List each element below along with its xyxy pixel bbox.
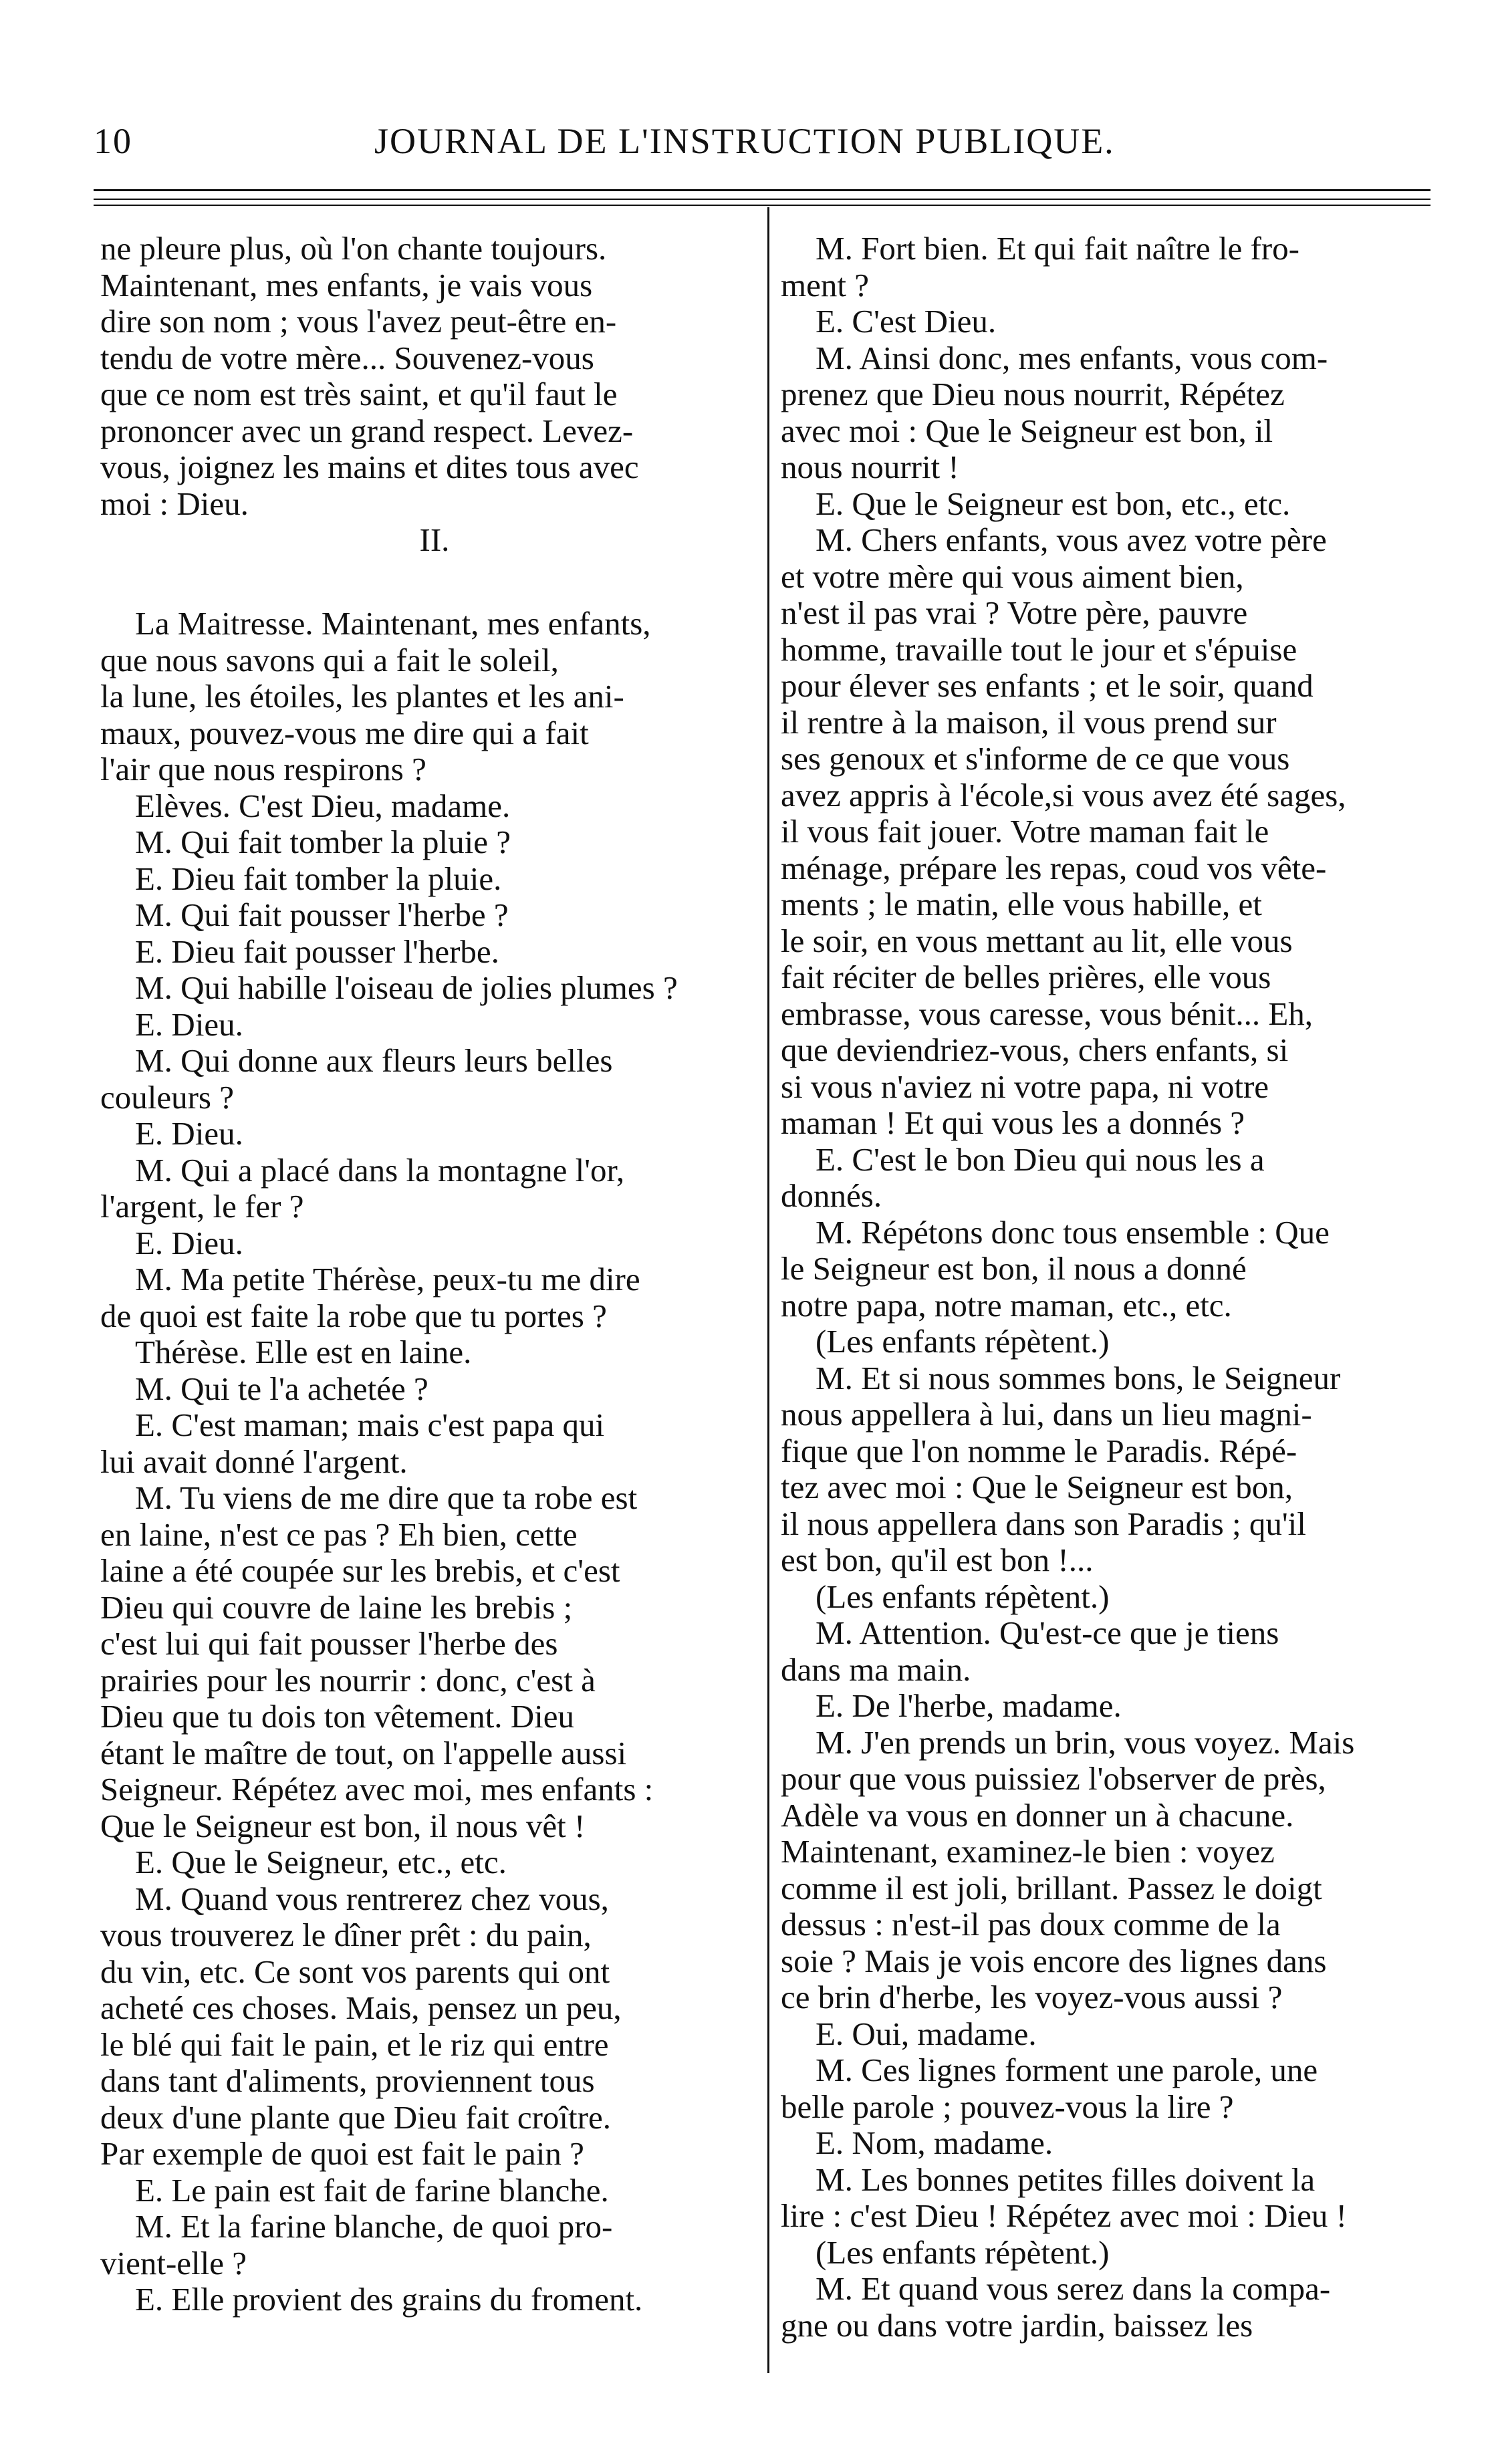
spacer [100,595,769,606]
text-line: il rentre à la maison, il vous prend sur [781,703,1277,741]
text-line: homme, travaille tout le jour et s'épuise [781,630,1297,668]
text-line: M. Fort bien. Et qui fait naître le fro- [816,230,1299,267]
text-line: M. Et la farine blanche, de quoi pro- [135,2208,613,2245]
text-line: il vous fait jouer. Votre maman fait le [781,813,1269,850]
text-line: ments ; le matin, elle vous habille, et [781,886,1262,922]
text-line: prenez que Dieu nous nourrit, Répétez [781,376,1285,412]
text-line: M. Attention. Qu'est-ce que je tiens [816,1614,1279,1651]
text-line: M. Qui fait pousser l'herbe ? [135,896,509,933]
text-line: M. Qui te l'a achetée ? [135,1370,428,1407]
text-line: E. Que le Seigneur est bon, etc., etc. [816,485,1291,522]
text-line: il nous appellera dans son Paradis ; qu'il [781,1505,1306,1542]
page-number: 10 [94,121,132,161]
text-line: M. Qui a placé dans la montagne l'or, [135,1151,625,1189]
text-line: Par exemple de quoi est fait le pain ? [100,2135,584,2172]
text-line: M. Ainsi donc, mes enfants, vous com- [816,339,1328,376]
text-line: Dieu qui couvre de laine les brebis ; [100,1588,573,1626]
text-line: ment ? [781,266,869,303]
text-line: et votre mère qui vous aiment bien, [781,558,1244,595]
text-line: Que le Seigneur est bon, il nous vêt ! [100,1807,586,1844]
text-line: M. Et quand vous serez dans la compa- [816,2270,1331,2307]
text-line: donnés. [781,1177,882,1214]
text-line: maman ! Et qui vous les a donnés ? [781,1104,1245,1141]
text-line: moi : Dieu. [100,485,249,522]
journal-title: JOURNAL DE L'INSTRUCTION PUBLIQUE. [374,121,1115,161]
text-line: du vin, etc. Ce sont vos parents qui ont [100,1953,610,1990]
text-line: E. C'est le bon Dieu qui nous les a [816,1140,1265,1178]
text-line: M. Ces lignes forment une parole, une [816,2052,1318,2088]
text-line: E. Dieu. [135,1224,243,1261]
text-line: que deviendriez-vous, chers enfants, si [781,1031,1289,1068]
section-heading: II. [419,521,450,558]
text-line: vous trouverez le dîner prêt : du pain, [100,1917,592,1953]
text-line: M. Quand vous rentrerez chez vous, [135,1880,609,1917]
text-line: n'est il pas vrai ? Votre père, pauvre [781,594,1248,631]
text-line: prononcer avec un grand respect. Levez- [100,412,634,449]
text-line: ce brin d'herbe, les voyez-vous aussi ? [781,1979,1283,2015]
text-line: l'air que nous respirons ? [100,751,426,787]
text-line: Maintenant, mes enfants, je vais vous [100,266,593,303]
text-line: avec moi : Que le Seigneur est bon, il [781,412,1273,449]
text-line: deux d'une plante que Dieu fait croître. [100,2098,611,2136]
text-line: prairies pour les nourrir : donc, c'est à [100,1661,596,1699]
text-line: notre papa, notre maman, etc., etc. [781,1286,1232,1324]
text-line: pour élever ses enfants ; et le soir, quand [781,667,1314,704]
text-line: Thérèse. Elle est en laine. [135,1334,472,1370]
text-line: soie ? Mais je vois encore des lignes dans [781,1942,1327,1979]
text-line: si vous n'aviez ni votre papa, ni votre [781,1068,1269,1105]
text-line: E. Dieu fait tomber la pluie. [135,860,502,897]
text-line: (Les enfants répètent.) [816,1578,1110,1615]
text-line: embrasse, vous caresse, vous bénit... Eh, [781,995,1314,1032]
left-column [100,231,769,2318]
text-line: couleurs ? [100,1078,234,1116]
text-line: ménage, prépare les repas, coud vos vête- [781,849,1327,886]
text-line: Dieu que tu dois ton vêtement. Dieu [100,1698,574,1735]
text-line: que ce nom est très saint, et qu'il faut le [100,376,618,412]
text-line: acheté ces choses. Mais, pensez un peu, [100,1989,622,2026]
text-line: Seigneur. Répétez avec moi, mes enfants : [100,1771,654,1808]
text-line: tez avec moi : Que le Seigneur est bon, [781,1469,1293,1505]
header-rule [94,199,1431,200]
text-line: en laine, n'est ce pas ? Eh bien, cette [100,1515,578,1553]
text-line: laine a été coupée sur les brebis, et c'est [100,1552,620,1589]
text-line: c'est lui qui fait pousser l'herbe des [100,1625,558,1662]
text-line: dessus : n'est-il pas doux comme de la [781,1906,1281,1943]
text-line: dans tant d'aliments, proviennent tous [100,2062,595,2099]
text-line: de quoi est faite la robe que tu portes ? [100,1297,607,1334]
text-line: pour que vous puissiez l'observer de près, [781,1760,1326,1797]
text-line: nous appellera à lui, dans un lieu magni- [781,1396,1312,1433]
text-line: M. Qui habille l'oiseau de jolies plumes ? [135,969,678,1006]
text-line: E. C'est maman; mais c'est papa qui [135,1406,605,1443]
text-line: Maintenant, examinez-le bien : voyez [781,1833,1275,1870]
header-rule [94,205,1431,206]
text-line: que nous savons qui a fait le soleil, [100,641,559,679]
header-rule [94,189,1431,191]
text-line: E. Oui, madame. [816,2015,1037,2052]
text-line: la lune, les étoiles, les plantes et les ani- [100,678,624,715]
text-line: le soir, en vous mettant au lit, elle vous [781,922,1293,959]
text-line: M. Tu viens de me dire que ta robe est [135,1479,638,1516]
text-line: E. Dieu. [135,1115,243,1152]
text-line: M. Les bonnes petites filles doivent la [816,2161,1316,2198]
text-line: M. J'en prends un brin, vous voyez. Mais [816,1723,1355,1761]
text-line: avez appris à l'école,si vous avez été sages, [781,776,1346,814]
text-line: M. Et si nous sommes bons, le Seigneur [816,1359,1341,1396]
text-line: E. C'est Dieu. [816,303,997,340]
text-line: vient-elle ? [100,2244,247,2282]
text-line: (Les enfants répètent.) [816,2233,1110,2271]
text-line: ne pleure plus, où l'on chante toujours. [100,230,607,267]
text-line: comme il est joli, brillant. Passez le doigt [781,1869,1322,1906]
text-line: Elèves. C'est Dieu, madame. [135,787,511,824]
text-line: E. Que le Seigneur, etc., etc. [135,1844,507,1880]
running-head [94,120,1431,174]
text-line: gne ou dans votre jardin, baissez les [781,2306,1253,2344]
text-line: étant le maître de tout, on l'appelle aussi [100,1734,627,1771]
text-line: vous, joignez les mains et dites tous avec [100,449,639,485]
text-line: le Seigneur est bon, il nous a donné [781,1250,1247,1287]
text-line: maux, pouvez-vous me dire qui a fait [100,714,589,751]
text-line: belle parole ; pouvez-vous la lire ? [781,2088,1234,2125]
text-line: M. Qui fait tomber la pluie ? [135,824,511,860]
text-line: dire son nom ; vous l'avez peut-être en- [100,303,617,340]
text-line: La Maitresse. Maintenant, mes enfants, [135,605,651,642]
text-line: le blé qui fait le pain, et le riz qui entre [100,2025,609,2063]
text-line: est bon, qu'il est bon !... [781,1542,1094,1578]
text-line: ses genoux et s'informe de ce que vous [781,740,1290,777]
text-line: E. Le pain est fait de farine blanche. [135,2171,609,2209]
text-line: nous nourrit ! [781,449,959,485]
text-line: fait réciter de belles prières, elle vous [781,959,1271,995]
text-line: dans ma main. [781,1650,971,1688]
text-line: l'argent, le fer ? [100,1188,304,1225]
text-line: lire : c'est Dieu ! Répétez avec moi : Dieu ! [781,2197,1347,2234]
text-line: M. Répétons donc tous ensemble : Que [816,1213,1330,1251]
text-line: (Les enfants répètent.) [816,1323,1110,1360]
text-line: M. Ma petite Thérèse, peux-tu me dire [135,1261,640,1298]
text-line: lui avait donné l'argent. [100,1443,408,1480]
text-line: E. Dieu. [135,1005,243,1043]
text-line: E. Nom, madame. [816,2124,1053,2161]
text-line: fique que l'on nomme le Paradis. Répé- [781,1432,1297,1469]
text-line: tendu de votre mère... Souvenez-vous [100,339,594,376]
text-line: E. Dieu fait pousser l'herbe. [135,933,499,970]
text-line: M. Qui donne aux fleurs leurs belles [135,1042,613,1079]
text-line: M. Chers enfants, vous avez votre père [816,521,1327,558]
text-line: E. De l'herbe, madame. [816,1687,1122,1724]
right-column [781,231,1443,2344]
text-line: Adèle va vous en donner un à chacune. [781,1796,1294,1834]
text-line: E. Elle provient des grains du froment. [135,2281,643,2318]
